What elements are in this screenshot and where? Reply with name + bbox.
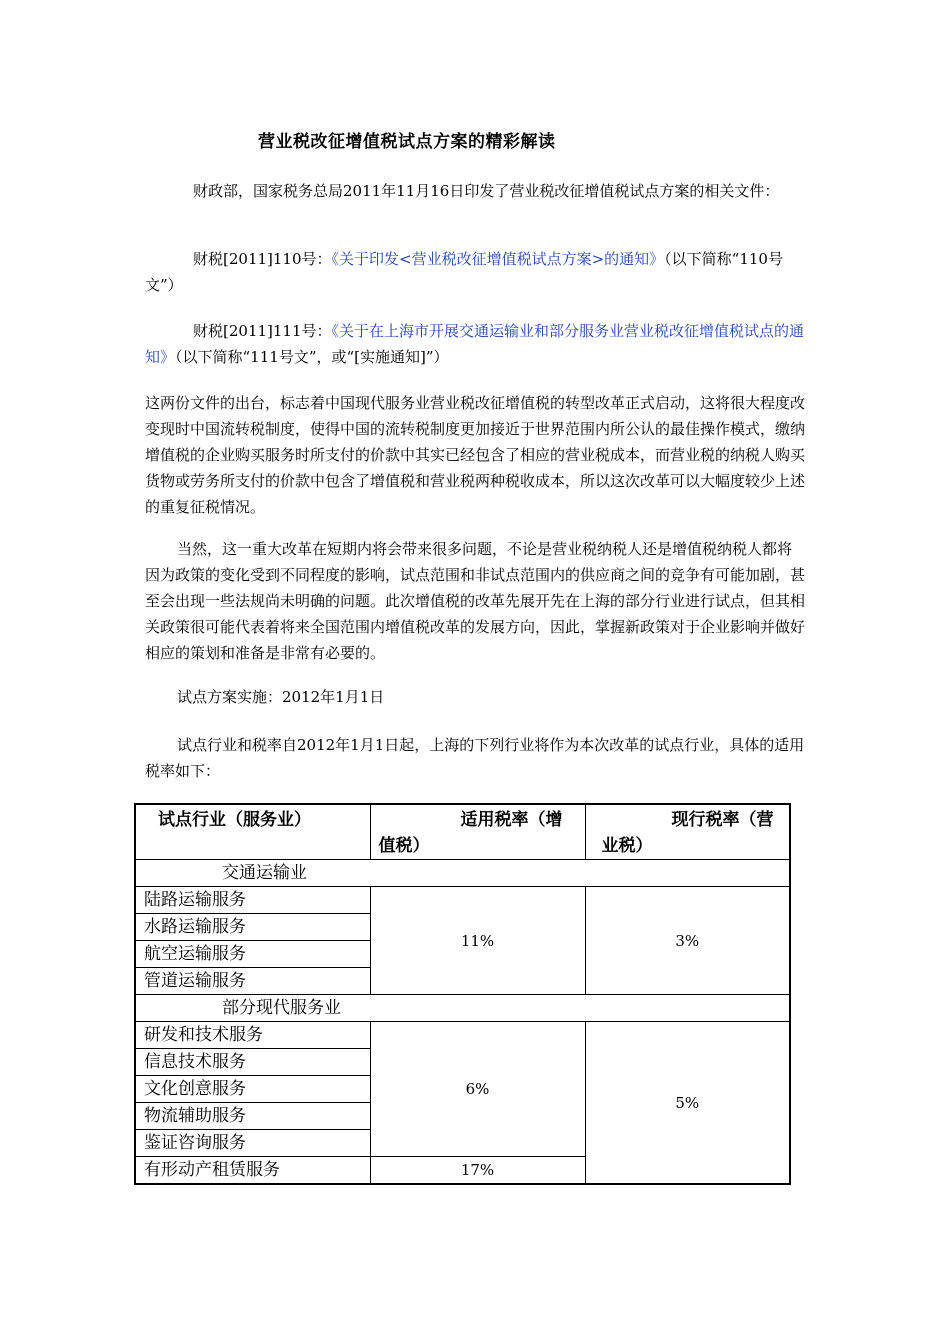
- body-paragraph-2: 当然，这一重大改革在短期内将会带来很多问题，不论是营业税纳税人还是增值税纳税人都将因为政策的变化受到不同程度的影响，试点范围和非试点范围内的供应商之间的竞争有可能加剧，甚至会出现一些法规尚未明确的问题。此次增值税的改革先展开先在上海的部分行业进行试点，但其相关政策很可能代表着将来全国范围内增值税改革的发展方向，因此，掌握新政策对于企业影响并做好相应的策划和准备是非常有必要的。: [145, 540, 806, 662]
- bt-rate-modern-services: 5%: [585, 1022, 790, 1185]
- section-title-modern-services: 部分现代服务业: [135, 995, 790, 1022]
- table-row: [135, 887, 790, 914]
- vat-rate-modern-services: 6%: [370, 1022, 585, 1157]
- doc-111-suffix: （以下简称“111号文”，或“[实施通知]”）: [175, 348, 449, 366]
- industry-cell: 陆路运输服务: [135, 887, 370, 914]
- header-vat-rate: 适用税率（增值税）: [370, 804, 585, 860]
- doc-reference-110: [145, 246, 805, 298]
- industry-cell: 文化创意服务: [135, 1076, 370, 1103]
- intro-paragraph: 财政部，国家税务总局2011年11月16日印发了营业税改征增值税试点方案的相关文件：: [193, 182, 780, 200]
- industry-cell: 水路运输服务: [135, 914, 370, 941]
- vat-rate-leasing: 17%: [370, 1157, 585, 1185]
- section-row-transport: [135, 860, 790, 887]
- table-row: [135, 1022, 790, 1049]
- doc-110-link[interactable]: 《关于印发<营业税改征增值税试点方案>的通知》: [331, 250, 665, 268]
- industry-cell: 物流辅助服务: [135, 1103, 370, 1130]
- industry-cell: 有形动产租赁服务: [135, 1157, 370, 1185]
- vat-rate-transport: 11%: [370, 887, 585, 995]
- industry-cell: 航空运输服务: [135, 941, 370, 968]
- industry-cell: 管道运输服务: [135, 968, 370, 995]
- tax-rate-table-wrapper: [134, 803, 789, 1185]
- industry-cell: 鉴证咨询服务: [135, 1130, 370, 1157]
- section-title-transport: 交通运输业: [135, 860, 790, 887]
- body-paragraph-1: 这两份文件的出台，标志着中国现代服务业营业税改征增值税的转型改革正式启动，这将很大程度改变现时中国流转税制度，使得中国的流转税制度更加接近于世界范围内所公认的最佳操作模式，缴纳增值税的企业购买服务时所支付的价款中其实已经包含了相应的营业税成本，而营业税的纳税人购买货物或劳务所支付的价款中包含了增值税和营业税两种税收成本，所以这次改革可以大幅度较少上述的重复征税情况。: [145, 394, 806, 516]
- doc-110-prefix: 财税[2011]110号：: [193, 250, 332, 268]
- doc-111-prefix: 财税[2011]111号：: [193, 322, 332, 340]
- bt-rate-transport: 3%: [585, 887, 790, 995]
- industry-cell: 研发和技术服务: [135, 1022, 370, 1049]
- table-header-row: [135, 804, 790, 860]
- section-row-modern-services: [135, 995, 790, 1022]
- doc-reference-111: [145, 318, 805, 370]
- doc-110-suffix: （以下简称“110号文”）: [145, 250, 783, 294]
- header-industry: 试点行业（服务业）: [135, 804, 370, 860]
- document-title: 营业税改征增值税试点方案的精彩解读: [258, 132, 556, 152]
- doc-111-link[interactable]: 《关于在上海市开展交通运输业和部分服务业营业税改征增值税试点的通知》: [145, 322, 805, 366]
- industry-cell: 信息技术服务: [135, 1049, 370, 1076]
- body-paragraph-4: 试点行业和税率自2012年1月1日起，上海的下列行业将作为本次改革的试点行业，具体的适用税率如下：: [145, 736, 805, 780]
- header-business-tax-rate: 现行税率（营业税）: [585, 804, 790, 860]
- implementation-date: 试点方案实施：2012年1月1日: [177, 688, 385, 706]
- tax-rate-table: [134, 803, 791, 1185]
